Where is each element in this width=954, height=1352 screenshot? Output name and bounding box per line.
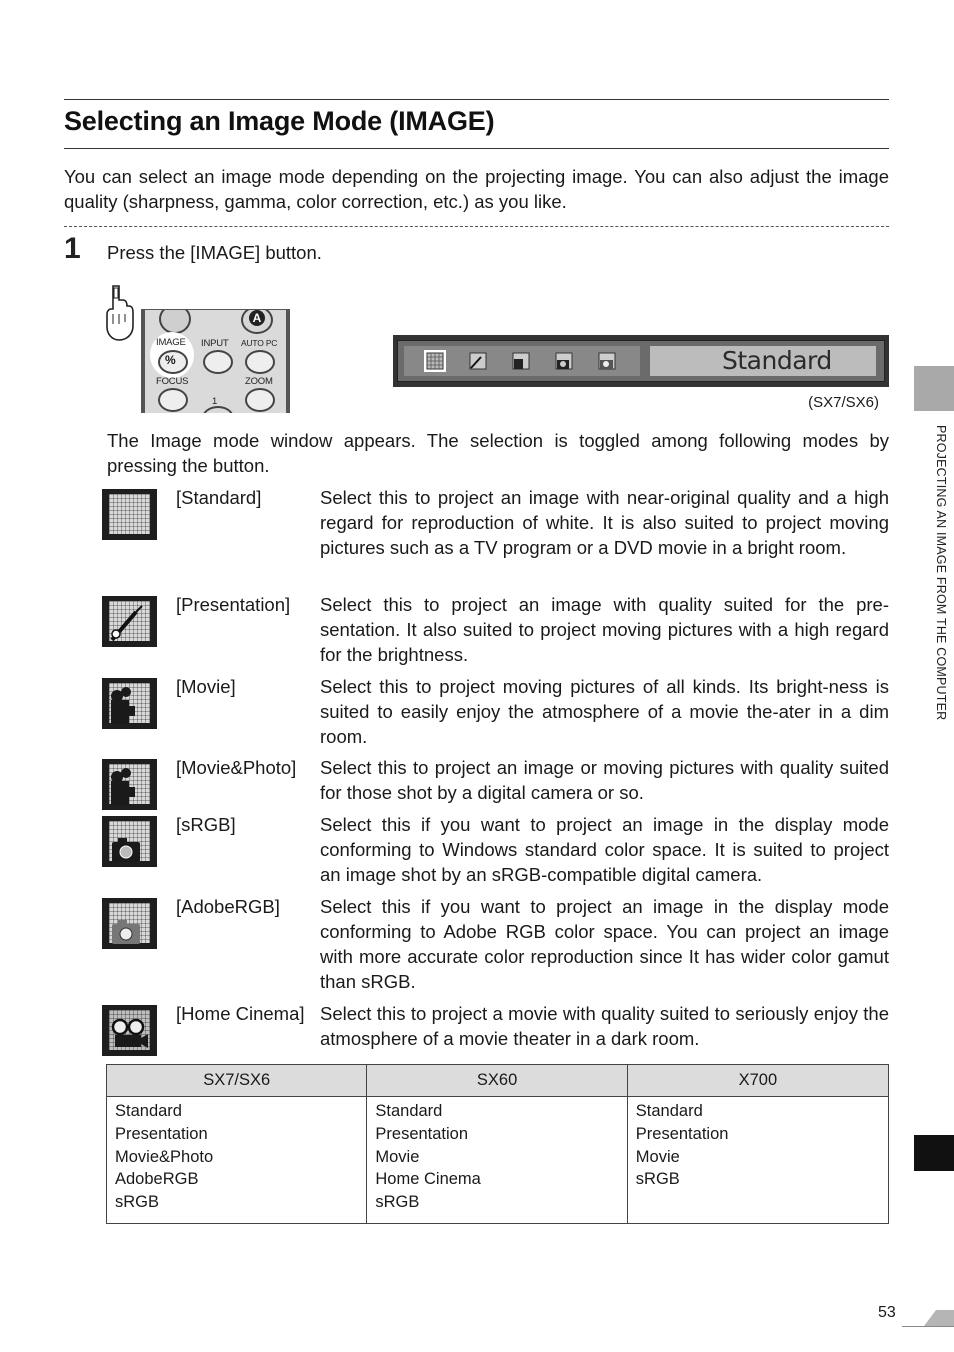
title-underline	[64, 148, 889, 149]
table-cell-x700	[627, 1097, 888, 1224]
image-mode-window	[393, 335, 889, 387]
top-rule	[64, 99, 889, 100]
list-item: sRGB	[375, 1193, 420, 1212]
list-item: Home Cinema	[375, 1170, 481, 1189]
mode-name-standard: [Standard]	[176, 487, 262, 508]
mode-desc-movie-photo: Select this to project an image or moving pictures with quality suited for those shot by a digital camera or so.	[320, 757, 889, 803]
list-item: sRGB	[635, 1170, 680, 1189]
input-button	[203, 350, 233, 374]
osd-presentation-icon	[467, 350, 489, 372]
remote-control-illustration	[141, 309, 290, 413]
mode-name-adobergb: [AdobeRGB]	[176, 896, 280, 917]
table-header-row	[107, 1065, 889, 1097]
model-modes-table	[106, 1064, 889, 1224]
srgb-mode-icon	[102, 816, 157, 867]
osd-mode-icons	[404, 346, 640, 376]
mode-desc-presentation: Select this to project an image with quality suited for the pre-sentation. It also suited to project moving pictures with a high regard for the brightness.	[320, 594, 889, 665]
auto-button: A	[241, 309, 273, 334]
list-item: Movie	[375, 1147, 420, 1166]
mode-desc-movie: Select this to project moving pictures of all kinds. Its bright-ness is suited to easily enjoy the atmosphere of a movie the-ater in a dim room.	[320, 676, 889, 747]
list-item: Standard	[375, 1102, 443, 1120]
table-header: X700	[627, 1065, 888, 1097]
page-corner-decoration	[902, 1308, 954, 1328]
power-button	[159, 309, 191, 334]
table-header: SX60	[367, 1065, 627, 1097]
list-item: AdobeRGB	[115, 1170, 199, 1189]
remote-label-auto-pc: AUTO PC	[241, 338, 278, 348]
remote-label-focus: FOCUS	[156, 376, 189, 387]
list-item: Presentation	[115, 1124, 208, 1143]
remote-label-zoom: ZOOM	[245, 376, 273, 387]
description-paragraph: The Image mode window appears. The selection is toggled among following modes by pressing the button.	[107, 430, 889, 476]
osd-movie-photo-icon	[553, 350, 575, 372]
zoom-button	[245, 388, 275, 412]
osd-srgb-icon	[596, 350, 618, 372]
side-section-tab	[914, 366, 954, 411]
list-item: sRGB	[115, 1193, 160, 1212]
osd-mode-label: Standard	[650, 346, 876, 376]
table-cell-sx7-sx6	[107, 1097, 367, 1224]
osd-standard-icon	[424, 350, 446, 372]
mode-name-home-cinema: [Home Cinema]	[176, 1003, 305, 1024]
mode-name-movie-photo: [Movie&Photo]	[176, 757, 297, 778]
hand-remote-icon	[103, 284, 137, 342]
presentation-mode-icon	[102, 596, 157, 647]
mode-desc-adobergb: Select this if you want to project an image in the display mode conforming to Adobe RGB color space. You can project an image with more accurate color reproduction since It has wider color gamut than sRGB.	[320, 896, 889, 992]
mode-desc-standard: Select this to project an image with near-original quality and a high regard for reproduction of white. It is also suited to project moving pictures such as a TV program or a DVD movie in a bright room.	[320, 487, 889, 558]
list-item: Standard	[635, 1102, 703, 1120]
mode-name-srgb: [sRGB]	[176, 814, 236, 835]
table-header: SX7/SX6	[107, 1065, 367, 1097]
auto-pc-button	[245, 350, 275, 374]
side-chapter-marker	[914, 1135, 954, 1171]
intro-paragraph: You can select an image mode depending on the projecting image. You can also adjust the image quality (sharpness, gamma, color correction, etc.) as you like.	[64, 166, 889, 212]
home-cinema-mode-icon	[102, 1005, 157, 1056]
dashed-divider	[64, 226, 889, 227]
mode-desc-srgb: Select this if you want to project an image in the display mode conforming to Windows standard color space. It is suited to project an image shot by an sRGB-compatible digital camera.	[320, 814, 889, 885]
table-cell-sx60	[367, 1097, 627, 1224]
list-item: Presentation	[375, 1124, 469, 1143]
side-running-head: PROJECTING AN IMAGE FROM THE COMPUTER	[934, 425, 948, 721]
osd-movie-icon	[510, 350, 532, 372]
remote-label-one: 1	[212, 396, 218, 407]
movie-mode-icon	[102, 678, 157, 729]
movie-photo-mode-icon	[102, 759, 157, 810]
table-row	[107, 1097, 889, 1224]
list-item: Standard	[115, 1102, 182, 1120]
focus-button	[158, 388, 188, 412]
standard-mode-icon	[102, 489, 157, 540]
page-number: 53	[878, 1304, 896, 1321]
osd-caption: (SX7/SX6)	[808, 394, 879, 411]
adobergb-mode-icon	[102, 898, 157, 949]
list-item: Presentation	[635, 1124, 729, 1143]
mode-desc-home-cinema: Select this to project a movie with quality suited to seriously enjoy the atmosphere of a movie theater in a dark room.	[320, 1003, 889, 1049]
mode-name-movie: [Movie]	[176, 676, 236, 697]
page-title: Selecting an Image Mode (IMAGE)	[64, 106, 495, 136]
list-item: Movie	[635, 1147, 680, 1166]
step-number: 1	[64, 232, 81, 265]
remote-label-image: IMAGE	[156, 337, 186, 348]
list-item: Movie&Photo	[115, 1147, 214, 1166]
remote-label-input: INPUT	[201, 338, 229, 349]
image-button: %	[158, 350, 188, 374]
step-instruction: Press the [IMAGE] button.	[107, 242, 322, 263]
mode-name-presentation: [Presentation]	[176, 594, 291, 615]
